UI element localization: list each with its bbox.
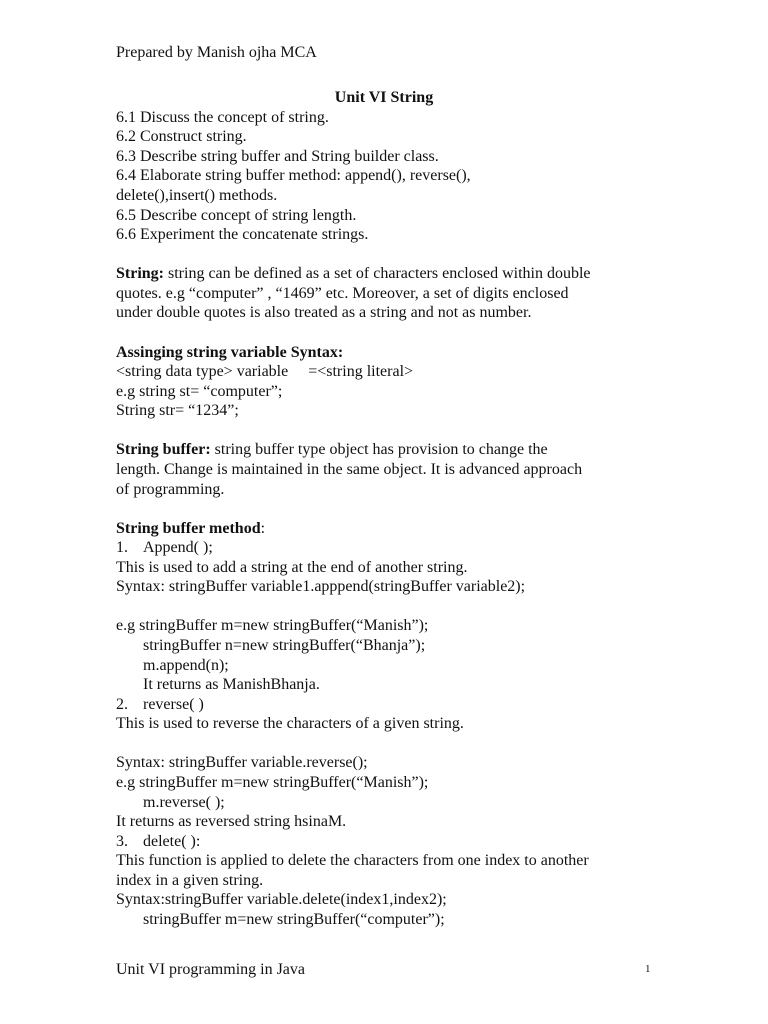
objective-item: 6.5 Describe concept of string length. xyxy=(116,207,357,224)
methods-heading xyxy=(116,519,265,539)
example-line: m.append(n); xyxy=(143,657,229,674)
method-description: This is used to reverse the characters of a given string. xyxy=(116,715,464,732)
prepared-by: Prepared by Manish ojha MCA xyxy=(116,44,317,61)
assign-heading-text: Assinging string variable Syntax: xyxy=(116,344,344,361)
objective-item: 6.2 Construct string. xyxy=(116,128,247,145)
objective-item: delete(),insert() methods. xyxy=(116,187,278,204)
method-name: Append( ); xyxy=(143,539,213,556)
example-line: e.g stringBuffer m=new stringBuffer(“Manish”); xyxy=(116,617,429,634)
assign-example-line: String str= “1234”; xyxy=(116,402,239,419)
methods-heading-text: String buffer method xyxy=(116,520,261,537)
assign-example-line: e.g string st= “computer”; xyxy=(116,383,283,400)
objective-item: 6.6 Experiment the concatenate strings. xyxy=(116,226,369,243)
method-name: delete( ): xyxy=(143,833,201,850)
buffer-definition-line: length. Change is maintained in the same object. It is advanced approach xyxy=(116,461,583,478)
example-line: stringBuffer n=new stringBuffer(“Bhanja”); xyxy=(143,637,426,654)
example-line: m.reverse( ); xyxy=(143,794,225,811)
example-line: It returns as ManishBhanja. xyxy=(143,676,320,693)
assign-syntax-line: <string data type> variable =<string literal> xyxy=(116,363,414,380)
objective-item: 6.3 Describe string buffer and String builder class. xyxy=(116,148,439,165)
buffer-definition-line: of programming. xyxy=(116,481,225,498)
methods-heading-colon: : xyxy=(260,520,266,537)
string-term: String: xyxy=(116,265,164,282)
string-def-text: string can be defined as a set of characters enclosed within double xyxy=(164,265,591,282)
method-syntax: Syntax:stringBuffer variable.delete(index1,index2); xyxy=(116,891,447,908)
unit-title: Unit VI String xyxy=(334,89,434,106)
method-syntax: Syntax: stringBuffer variable1.apppend(stringBuffer variable2); xyxy=(116,578,526,595)
example-line: stringBuffer m=new stringBuffer(“computer”); xyxy=(143,911,445,928)
example-line: e.g stringBuffer m=new stringBuffer(“Manish”); xyxy=(116,774,429,791)
objective-item: 6.4 Elaborate string buffer method: append(), reverse(), xyxy=(116,167,471,184)
string-definition-line: quotes. e.g “computer” , “1469” etc. Moreover, a set of digits enclosed xyxy=(116,285,569,302)
list-number: 1. xyxy=(116,539,128,556)
assign-heading xyxy=(116,343,343,363)
buffer-def-text: string buffer type object has provision to change the xyxy=(210,441,548,458)
method-description: index in a given string. xyxy=(116,872,264,889)
list-number: 3. xyxy=(116,833,128,850)
method-name: reverse( ) xyxy=(143,696,204,713)
objective-item: 6.1 Discuss the concept of string. xyxy=(116,109,329,126)
page-footer: Unit VI programming in Java xyxy=(116,961,306,978)
buffer-definition-line xyxy=(116,440,548,460)
page-number: 1 xyxy=(645,963,651,975)
example-line: It returns as reversed string hsinaM. xyxy=(116,813,347,830)
method-description: This is used to add a string at the end of another string. xyxy=(116,559,468,576)
method-description: This function is applied to delete the characters from one index to another xyxy=(116,852,589,869)
string-definition-line xyxy=(116,264,591,284)
buffer-term: String buffer: xyxy=(116,441,211,458)
string-definition-line: under double quotes is also treated as a string and not as number. xyxy=(116,304,532,321)
method-syntax: Syntax: stringBuffer variable.reverse(); xyxy=(116,754,368,771)
list-number: 2. xyxy=(116,696,128,713)
